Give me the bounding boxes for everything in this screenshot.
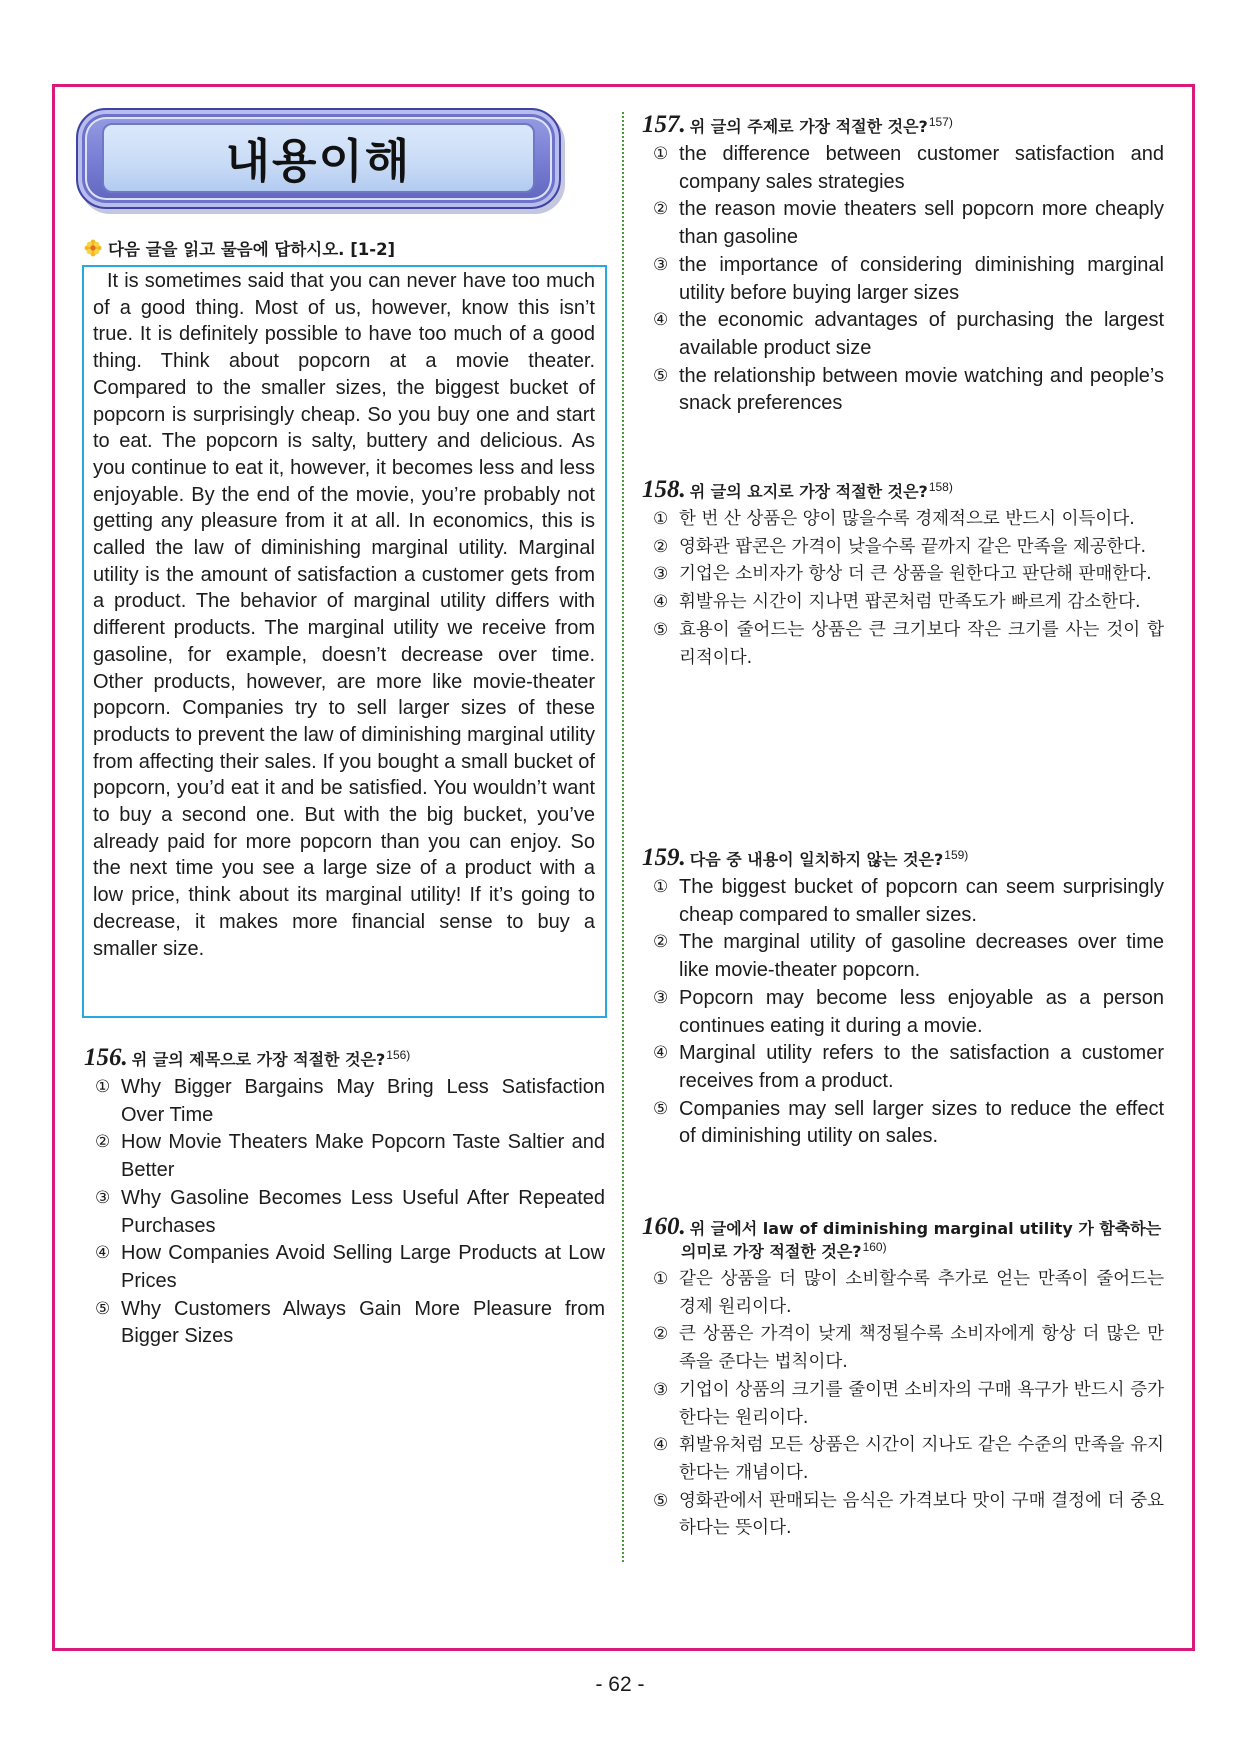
option-marker: ④ [653,310,669,331]
option-marker: ③ [653,254,669,275]
option-text: How Movie Theaters Make Popcorn Taste Saltier and Better [121,1131,605,1182]
option-text: the importance of considering diminishing marginal utility before buying larger sizes [679,253,1164,304]
option-text: 기업이 상품의 크기를 줄이면 소비자의 구매 욕구가 반드시 증가한다는 원리이다. [679,1379,1164,1428]
option-text: 휘발유처럼 모든 상품은 시간이 지나도 같은 수준의 만족을 유지한다는 개념이다. [679,1435,1164,1483]
option-marker: ② [95,1132,111,1153]
question-number: 157. [642,111,686,138]
answer-option [653,1096,1164,1151]
question-heading [642,113,1164,138]
question-159 [642,846,1164,1151]
answer-option [653,589,1164,617]
option-text: the reason movie theaters sell popcorn more cheaply than gasoline [679,198,1164,249]
page-number: - 62 - [595,1673,645,1696]
option-text: The biggest bucket of popcorn can seem surprisingly cheap compared to smaller sizes. [679,876,1164,926]
option-marker: ② [653,199,669,220]
answer-option [653,307,1164,362]
option-text: the difference between customer satisfaction and company sales strategies [679,143,1164,193]
instruction [84,236,395,260]
option-text: How Companies Avoid Selling Large Products at Low Prices [121,1242,605,1292]
question-number: 156. [84,1044,128,1071]
option-marker: ④ [653,1435,669,1456]
option-text: 휘발유는 시간이 지나면 팝콘처럼 만족도가 빠르게 감소한다. [679,592,1141,613]
option-text: Why Customers Always Gain More Pleasure from Bigger Sizes [121,1297,605,1348]
question-number: 160. [642,1213,686,1240]
footnote-ref: 159) [944,848,969,862]
answer-option [653,929,1164,984]
option-marker: ③ [653,987,669,1008]
option-text: 영화관에서 판매되는 음식은 가격보다 맛이 구매 결정에 더 중요하다는 뜻이다. [679,1490,1164,1539]
option-marker: ② [653,536,669,557]
option-text: 효용이 줄어드는 상품은 큰 크기보다 작은 크기를 사는 것이 합리적이다. [679,619,1164,668]
footnote-ref: 157) [928,115,953,129]
section-title-badge [76,108,561,209]
answer-option [653,252,1164,307]
section-title: 내용이해 [225,134,412,188]
option-text: Why Gasoline Becomes Less Useful After Repeated Purchases [121,1186,605,1237]
option-marker: ⑤ [653,1098,669,1119]
answer-option [95,1129,605,1184]
answer-option [653,506,1164,534]
question-156 [84,1046,605,1351]
answer-option [95,1240,605,1295]
question-157 [642,113,1164,418]
answer-option [653,141,1164,196]
answer-option [653,1488,1164,1543]
question-heading [84,1046,605,1071]
option-text: Why Bigger Bargains May Bring Less Satisfaction Over Time [121,1076,605,1126]
answer-option [95,1074,605,1129]
option-text: 기업은 소비자가 항상 더 큰 상품을 원한다고 판단해 판매한다. [679,564,1152,585]
option-marker: ① [653,1269,669,1289]
option-marker: ② [653,932,669,953]
option-marker: ③ [653,564,669,585]
question-prompt: 다음 중 내용이 일치하지 않는 것은? [689,850,944,869]
footnote-ref: 156) [386,1048,411,1062]
footnote-ref: 158) [928,480,953,494]
option-text: Companies may sell larger sizes to reduce the effect of diminishing utility on sales. [679,1097,1164,1148]
question-heading [642,846,1164,871]
option-marker: ④ [653,1043,669,1064]
option-marker: ④ [653,592,669,613]
option-marker: ⑤ [653,365,669,386]
option-text: the economic advantages of purchasing the largest available product size [679,309,1164,359]
option-marker: ① [95,1077,111,1097]
question-prompt: 위 글의 주제로 가장 적절한 것은? [689,117,928,136]
section-title-panel [102,123,535,193]
option-marker: ⑤ [95,1298,111,1319]
question-heading [642,1215,1164,1263]
column-divider [622,112,624,1562]
option-marker: ⑤ [653,1490,669,1511]
question-prompt: 위 글의 요지로 가장 적절한 것은? [689,482,928,501]
answer-option [653,985,1164,1040]
answer-option [653,1040,1164,1095]
answer-option [653,1266,1164,1321]
question-heading [642,478,1164,503]
answer-option [653,617,1164,672]
question-160 [642,1215,1164,1543]
option-marker: ③ [95,1187,111,1208]
answer-option [653,534,1164,562]
question-prompt: 위 글의 제목으로 가장 적절한 것은? [131,1050,386,1069]
answer-option [653,1321,1164,1376]
option-marker: ① [653,144,669,164]
answer-option [653,1432,1164,1487]
option-marker: ⑤ [653,619,669,640]
option-marker: ① [653,877,669,897]
option-text: 영화관 팝콘은 가격이 낮을수록 끝까지 같은 만족을 제공한다. [679,536,1147,557]
option-marker: ① [653,509,669,529]
instruction-text: 다음 글을 읽고 물음에 답하시오. [1-2] [108,240,396,259]
answer-option [95,1185,605,1240]
option-marker: ② [653,1324,669,1345]
option-text: Marginal utility refers to the satisfaction a customer receives from a product. [679,1042,1164,1092]
footnote-ref: 160) [862,1240,887,1254]
option-text: Popcorn may become less enjoyable as a person continues eating it during a movie. [679,986,1164,1037]
option-text: 같은 상품을 더 많이 소비할수록 추가로 얻는 만족이 줄어드는 경제 원리이다. [679,1269,1164,1317]
option-text: 큰 상품은 가격이 낮게 책정될수록 소비자에게 항상 더 많은 만족을 준다는 법칙이다. [679,1324,1164,1373]
answer-option [653,1377,1164,1432]
question-prompt: 위 글에서 law of diminishing marginal utility 가 함축하는 의미로 가장 적절한 것은? [681,1219,1162,1261]
answer-option [95,1296,605,1351]
option-marker: ③ [653,1379,669,1400]
question-number: 159. [642,844,686,871]
answer-option [653,561,1164,589]
answer-option [653,874,1164,929]
answer-option [653,196,1164,251]
option-text: the relationship between movie watching and people’s snack preferences [679,364,1164,415]
option-marker: ④ [95,1243,111,1264]
reading-passage: It is sometimes said that you can never have too much of a good thing. Most of us, however, know this isn’t true. It is definitely possible to have too much of a good thing. Think about popcorn at a movie theater. Compared to the smaller sizes, the biggest bucket of popcorn is surprisingly cheap. So you buy one and start to eat. The popcorn is salty, buttery and delicious. As you continue to eat it, however, it becomes less and less enjoyable. By the end of the movie, you’re probably not getting any pleasure from it at all. In economics, this is called the law of diminishing marginal utility. Marginal utility is the amount of satisfaction a customer gets from a product. The behavior of marginal utility differs with different products. The marginal utility we receive from gasoline, for example, doesn’t decrease over time. Other products, however, are more like movie-theater popcorn. Companies try to sell larger sizes of these products to prevent the law of diminishing marginal utility from affecting their sales. If you bought a small bucket of popcorn, you’d eat it and be satisfied. You wouldn’t want to buy a second one. But with the big bucket, you’ve already paid for more popcorn than you can enjoy. So the next time you see a large size of a product with a low price, think about its marginal utility! If it’s going to decrease, it makes more financial sense to buy a smaller size. [82,265,607,1018]
question-158 [642,478,1164,672]
option-text: The marginal utility of gasoline decreases over time like movie-theater popcorn. [679,931,1164,982]
question-number: 158. [642,476,686,503]
option-text: 한 번 산 상품은 양이 많을수록 경제적으로 반드시 이득이다. [679,509,1135,529]
flower-icon [84,239,102,257]
answer-option [653,363,1164,418]
